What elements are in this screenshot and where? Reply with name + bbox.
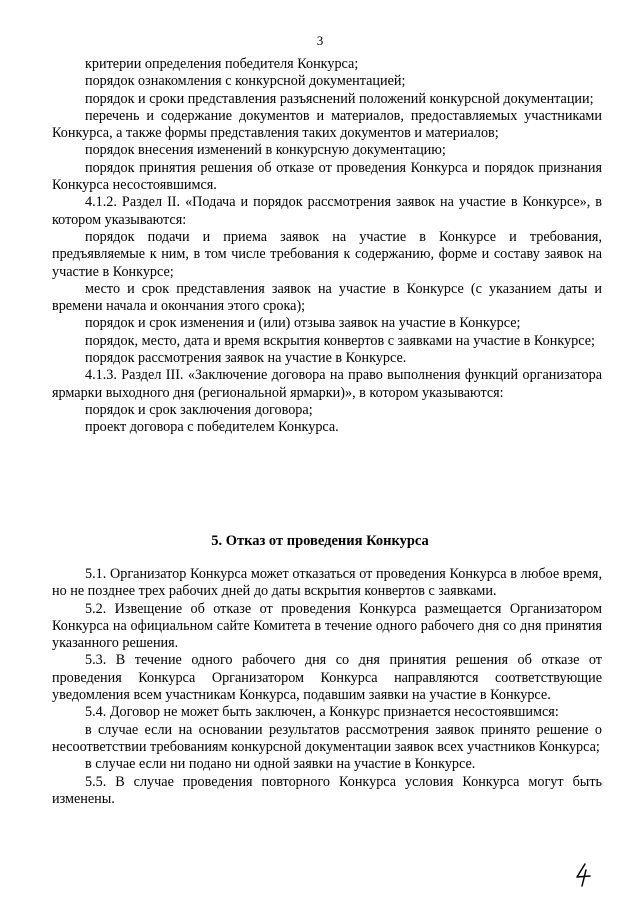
paragraph: порядок и сроки представления разъяснений положений конкурсной документации; [85,90,594,107]
paragraph: порядок рассмотрения заявок на участие в Конкурсе. [85,350,407,367]
section-5-heading: 5. Отказ от проведения Конкурса [211,533,429,549]
paragraph: порядок ознакомления с конкурсной документацией; [85,73,406,90]
handwritten-page-mark [572,862,594,888]
paragraph: порядок внесения изменений в конкурсную документацию; [85,142,446,159]
clause-5-1: 5.1. Организатор Конкурса может отказаться от проведения Конкурса в любое время, но не позднее трех рабочих дней до даты вскрытия конвертов с заявками. [52,566,602,600]
clause-5-5: 5.5. В случае проведения повторного Конкурса условия Конкурса могут быть изменены. [52,773,602,807]
clause-5-2: 5.2. Извещение об отказе от проведения Конкурса размещается Организатором Конкурса на официальном сайте Комитета в течение одного рабочего дня со дня принятия указанного решения. [52,600,602,652]
paragraph: проект договора с победителем Конкурса. [85,419,339,436]
paragraph: перечень и содержание документов и материалов, предоставляемых участниками Конкурса, а также формы представления таких документов и материалов; [52,107,602,142]
clause-4-1-2: 4.1.2. Раздел II. «Подача и порядок рассмотрения заявок на участие в Конкурсе», в котором указываются: [52,194,602,228]
paragraph: порядок принятия решения об отказе от проведения Конкурса и порядок признания Конкурса несостоявшимся. [52,159,602,194]
paragraph: в случае если ни подано ни одной заявки на участие в Конкурсе. [85,756,476,773]
clause-4-1-3: 4.1.3. Раздел III. «Заключение договора на право выполнения функций организатора ярмарки выходного дня (региональной ярмарки)», в котором указываются: [52,367,602,401]
paragraph: в случае если на основании результатов рассмотрения заявок принято решение о несоответствии требованиям конкурсной документации заявок всех участников Конкурса; [52,721,602,755]
page-number: 3 [316,33,324,48]
paragraph: место и срок представления заявок на участие в Конкурсе (с указанием даты и времени начала и окончания этого срока); [52,280,602,315]
section5-content [52,566,602,808]
clause-5-4: 5.4. Договор не может быть заключен, а Конкурс признается несостоявшимся: [85,704,559,721]
paragraph: порядок подачи и приема заявок на участие в Конкурсе и требования, предъявляемые к ним, в том числе требования к содержанию, форме и составу заявок на участие в Конкурсе; [52,228,602,280]
paragraph: порядок и срок изменения и (или) отзыва заявок на участие в Конкурсе; [85,315,521,332]
section4-content [52,56,602,437]
paragraph: порядок и срок заключения договора; [85,401,313,418]
paragraph: критерии определения победителя Конкурса; [85,56,359,72]
clause-5-3: 5.3. В течение одного рабочего дня со дня принятия решения об отказе от проведения Конкурса Организатором Конкурса направляются соответствующие уведомления всем участникам Конкурса, подавшим заявки на участие в Конкурсе. [52,652,602,704]
paragraph: порядок, место, дата и время вскрытия конвертов с заявками на участие в Конкурсе; [85,332,595,349]
